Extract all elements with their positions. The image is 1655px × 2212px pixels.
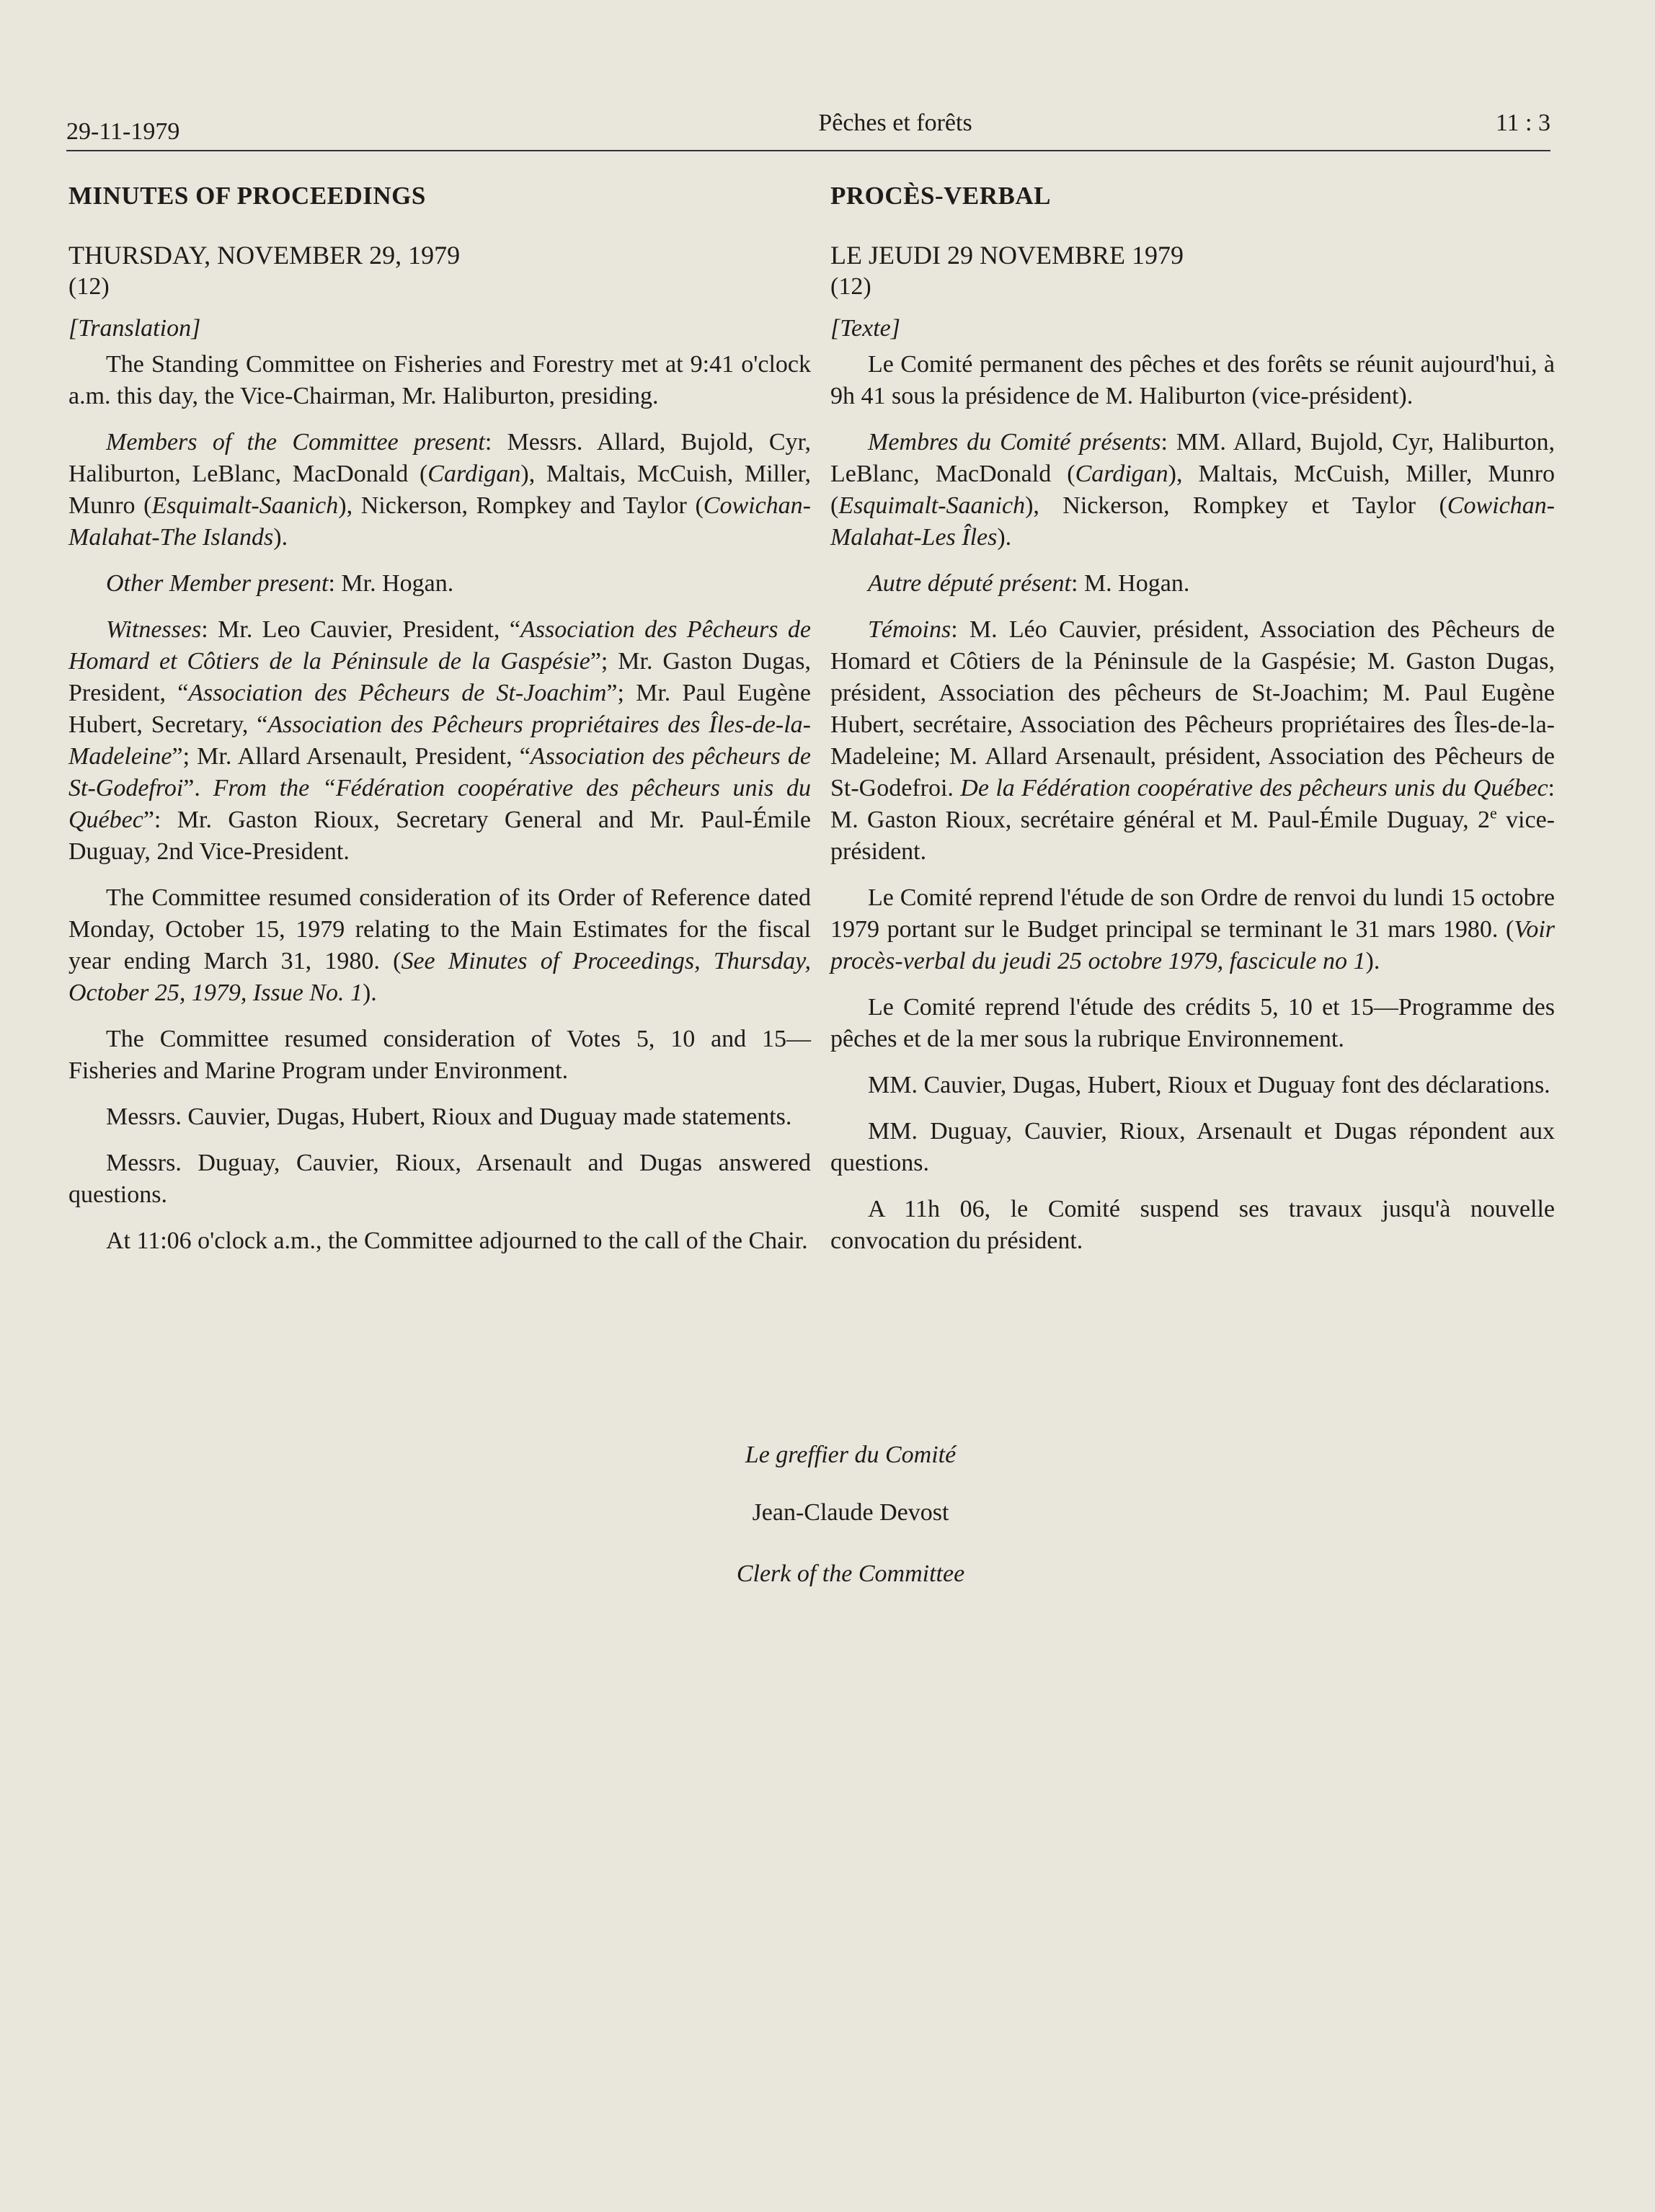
text: The Committee resumed consideration of its Order of Reference dated Monday, October 15, 1979 relating to the Main Estimates for the fiscal year ending March 31, 1980. ( [68,884,811,974]
french-paragraph-members [830,427,1555,554]
label: Membres du Comité présents [868,429,1161,456]
organization: From the “Fédération coopérative des pêcheurs unis du Québec [68,775,811,833]
text: : Mr. Hogan. [328,570,454,597]
english-meeting-date: THURSDAY, NOVEMBER 29, 1979 [68,241,461,270]
text: ), Maltais, McCuish, Miller, Munro ( [830,461,1555,519]
text: ). [997,524,1012,551]
label: Témoins [868,616,951,643]
running-header [66,107,1550,151]
riding: Cardigan [427,461,521,487]
english-paragraph-witnesses [68,614,811,868]
riding: Esquimalt-Saanich [838,492,1026,519]
english-paragraph-statements: Messrs. Cauvier, Dugas, Hubert, Rioux and Duguay made statements. [106,1103,792,1130]
text: ”; Mr. Gaston Dugas, President, “ [68,648,811,706]
english-paragraph-other-member [68,568,811,600]
text: ), Maltais, McCuish, Miller, Munro ( [68,461,811,519]
text: ”; Mr. Paul Eugène Hubert, Secretary, “ [68,680,811,738]
riding: Cardigan [1075,461,1168,487]
header-date: 29-11-1979 [66,118,180,145]
text: ). [362,980,377,1006]
french-paragraph-votes: Le Comité reprend l'étude des crédits 5, 10 et 15—Programme des pêches et de la mer sous la rubrique Environnement. [830,994,1555,1052]
english-translation-note: [Translation] [68,315,201,342]
french-paragraph-opening: Le Comité permanent des pêches et des forêts se réunit aujourd'hui, à 9h 41 sous la présidence de M. Haliburton (vice-président). [830,351,1555,409]
signature-name: Jean-Claude Devost [752,1499,949,1526]
text: : M. Gaston Rioux, secrétaire général et M. Paul-Émile Duguay, 2 [830,775,1555,833]
french-meeting-number: (12) [830,273,871,300]
english-heading: MINUTES OF PROCEEDINGS [68,182,426,210]
text: ), Nickerson, Rompkey and Taylor ( [338,492,704,519]
english-paragraph-votes: The Committee resumed consideration of Votes 5, 10 and 15—Fisheries and Marine Program under Environment. [68,1026,811,1084]
organization: Association des Pêcheurs de St-Joachim [188,680,607,706]
text: ”. [183,775,213,801]
text: : MM. Allard, Bujold, Cyr, Haliburton, LeBlanc, MacDonald ( [830,429,1555,487]
english-paragraph-questions: Messrs. Duguay, Cauvier, Rioux, Arsenault and Dugas answered questions. [68,1150,811,1208]
label: Autre député présent [868,570,1071,597]
english-meeting-number: (12) [68,273,110,300]
organization: Association des Pêcheurs propriétaires des Îles-de-la-Madeleine [68,711,811,770]
text: ). [1365,948,1380,974]
french-meeting-date: LE JEUDI 29 NOVEMBRE 1979 [830,241,1184,270]
text: Le Comité reprend l'étude de son Ordre de renvoi du lundi 15 octobre 1979 portant sur le Budget principal se terminant le 31 mars 1980. ( [830,884,1555,943]
text: ), Nickerson, Rompkey et Taylor ( [1025,492,1447,519]
french-paragraph-questions: MM. Duguay, Cauvier, Rioux, Arsenault et Dugas répondent aux questions. [830,1118,1555,1176]
text: vice-président. [830,807,1556,865]
french-column [830,180,1555,1271]
english-paragraph-opening: The Standing Committee on Fisheries and Forestry met at 9:41 o'clock a.m. this day, the Vice-Chairman, Mr. Haliburton, presiding. [68,351,811,409]
riding: Esquimalt-Saanich [151,492,339,519]
reference: See Minutes of Proceedings, Thursday, October 25, 1979, Issue No. 1 [68,948,811,1006]
french-paragraph-statements: MM. Cauvier, Dugas, Hubert, Rioux et Duguay font des déclarations. [868,1072,1550,1098]
english-column [68,180,811,1271]
signature-title-english: Clerk of the Committee [736,1560,965,1587]
text: : M. Hogan. [1071,570,1190,597]
header-page-number: 11 : 3 [1495,110,1550,136]
label: Members of the Committee present [106,429,485,456]
french-paragraph-witnesses [830,614,1555,868]
riding: Cowichan-Malahat-The Islands [68,492,811,551]
reference: Voir procès-verbal du jeudi 25 octobre 1979, fascicule no 1 [830,916,1555,974]
french-text-note: [Texte] [830,315,900,342]
signature-title-french: Le greffier du Comité [745,1442,957,1468]
organization: De la Fédération coopérative des pêcheurs unis du Québec [960,775,1548,801]
superscript: e [1489,804,1497,822]
english-paragraph-adjourned: At 11:06 o'clock a.m., the Committee adjourned to the call of the Chair. [106,1227,808,1254]
organization: Association des Pêcheurs de Homard et Côtiers de la Péninsule de la Gaspésie [68,616,811,675]
french-heading: PROCÈS-VERBAL [830,182,1051,210]
text: : Mr. Leo Cauvier, President, “ [201,616,520,643]
text: ”: Mr. Gaston Rioux, Secretary General and Mr. Paul-Émile Duguay, 2nd Vice-President. [68,807,811,865]
header-title: Pêches et forêts [818,110,972,136]
text: ). [273,524,288,551]
french-paragraph-adjourned: A 11h 06, le Comité suspend ses travaux jusqu'à nouvelle convocation du président. [830,1196,1555,1254]
text: : Messrs. Allard, Bujold, Cyr, Haliburton, LeBlanc, MacDonald ( [68,429,811,487]
text: ”; Mr. Allard Arsenault, President, “ [172,743,531,770]
label: Other Member present [106,570,329,597]
riding: Cowichan-Malahat-Les Îles [830,492,1555,551]
english-paragraph-order-of-reference [68,882,811,1009]
organization: Association des pêcheurs de St-Godefroi [68,743,811,801]
french-paragraph-order-of-reference [830,882,1555,977]
text: : M. Léo Cauvier, président, Association des Pêcheurs de Homard et Côtiers de la Péninsule de la Gaspésie; M. Gaston Dugas, président, Association des pêcheurs de St-Joachim; M. Paul Eugène Hubert, secrétaire, Association des Pêcheurs propriétaires des Îles-de-la-Madeleine; M. Allard Arsenault, président, Association des Pêcheurs de St-Godefroi. [830,616,1555,801]
english-paragraph-members [68,427,811,554]
label: Witnesses [106,616,202,643]
french-paragraph-other-member [830,568,1555,600]
